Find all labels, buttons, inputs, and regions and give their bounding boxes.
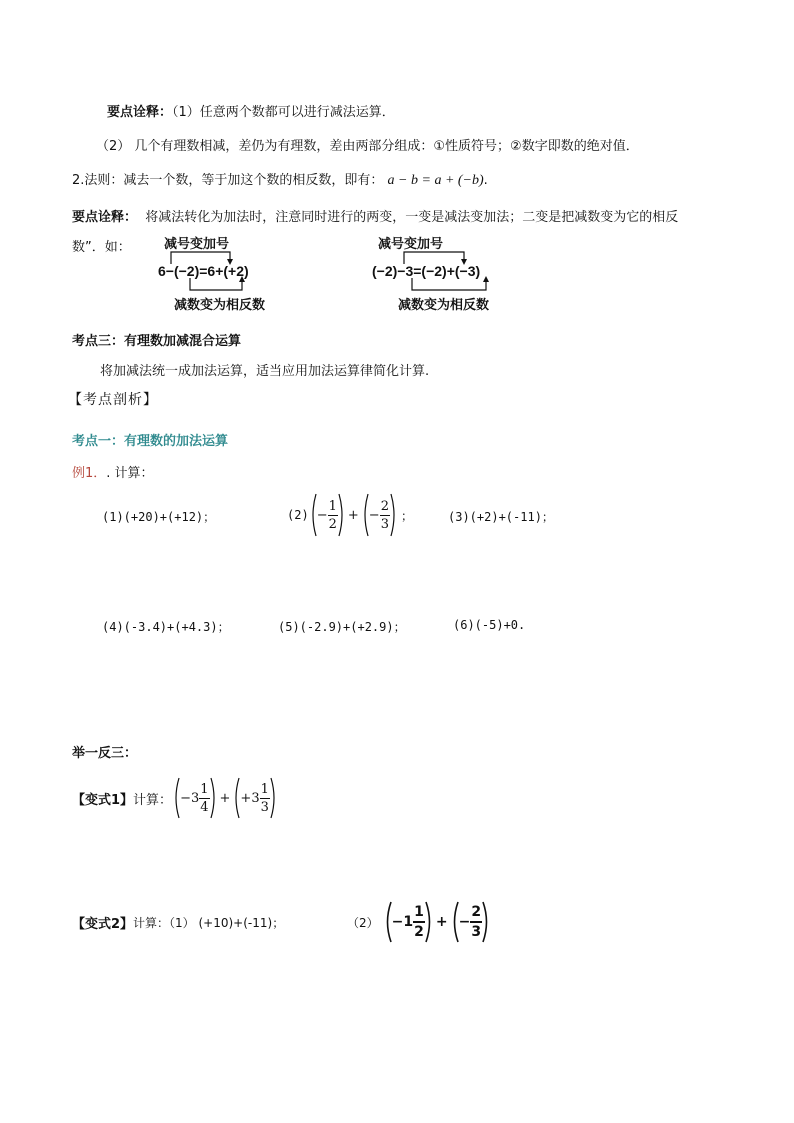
kp3-text: 将加减法统一成加法运算，适当应用加法运算律简化计算.: [100, 364, 430, 379]
variant2-plus: +: [435, 914, 448, 930]
problem-2-sign-2: −: [368, 507, 380, 523]
analysis-title: 【考点剖析】: [68, 392, 158, 408]
left-paren-icon: [309, 492, 317, 538]
diagram-subtraction-1: [158, 230, 318, 314]
points2-label: 要点诠释：: [72, 210, 138, 225]
rule-formula: a − b = a + (−b): [387, 173, 484, 188]
diagram-subtraction-2: [372, 230, 552, 314]
variant-2-part-2: [347, 900, 491, 944]
points-label: 要点诠释：: [107, 105, 173, 120]
denominator: 3: [471, 924, 482, 940]
variant1-text: 计算：: [133, 792, 173, 808]
rule-line: [72, 169, 488, 189]
points2-line-1: [72, 206, 678, 225]
points-item-2: （2） 几个有理数相减，差仍为有理数，差由两部分组成：①性质符号；②数字即数的绝对值．: [96, 139, 639, 154]
rule-text: 2.法则：减去一个数，等于加这个数的相反数，即有：: [72, 173, 384, 188]
problem-2-sign-1: −: [316, 507, 328, 523]
numerator: 2: [470, 905, 482, 923]
denominator: 4: [200, 799, 209, 815]
fraction: [328, 500, 338, 531]
points2-line-2: 数”．如：: [72, 240, 131, 255]
numerator: 1: [200, 781, 209, 797]
diagram1-top-label: 减号变加号: [164, 236, 230, 251]
fraction: [260, 783, 270, 814]
right-paren-icon: [210, 776, 218, 820]
denominator: 3: [380, 516, 389, 532]
variant2-label: 【变式2】: [72, 916, 134, 932]
numerator: 2: [380, 498, 389, 514]
left-paren-icon: [232, 776, 240, 820]
practice-title: 举一反三：: [72, 746, 138, 761]
denominator: 2: [328, 516, 337, 532]
problem-2-plus: +: [347, 507, 359, 523]
rule-period: .: [483, 173, 488, 188]
variant1-m2-whole: +3: [240, 790, 260, 806]
variant2-m2-sign: −: [458, 914, 471, 930]
diagram2-bottom-label: 减数变为相反数: [398, 297, 490, 312]
fraction: [413, 905, 425, 939]
left-paren-icon: [172, 776, 180, 820]
variant1-m1-whole: −3: [180, 790, 200, 806]
points-line-1: [107, 101, 395, 120]
variant1-plus: +: [219, 790, 231, 806]
problem-2-prefix: (2): [287, 508, 309, 522]
problem-6: (6)(-5)+0.: [453, 618, 526, 632]
problem-3: (3)(+2)+(-11)；: [448, 510, 554, 524]
kp3-title: 考点三：有理数加减混合运算: [72, 334, 242, 349]
left-paren-icon: [361, 492, 369, 538]
fraction: [199, 783, 209, 814]
diagram1-expression: 6−(−2)=6+(+2): [158, 263, 249, 279]
right-paren-icon: [270, 776, 278, 820]
variant-1: [72, 776, 278, 820]
fraction: [470, 905, 482, 939]
diagram2-expression: (−2)−3=(−2)+(−3): [372, 263, 481, 279]
example-line: [72, 462, 154, 481]
problem-2-suffix: ；: [400, 508, 413, 523]
problem-2: [287, 492, 413, 538]
right-paren-icon: [390, 492, 398, 538]
numerator: 1: [328, 498, 337, 514]
variant2-m1-whole: −1: [391, 914, 414, 930]
left-paren-icon: [450, 900, 459, 944]
variant1-label: 【变式1】: [72, 792, 134, 808]
numerator: 1: [413, 905, 425, 923]
kp1-title: 考点一：有理数的加法运算: [72, 434, 229, 449]
variant-2: [72, 900, 284, 944]
points-item-1: （1）任意两个数都可以进行减法运算．: [172, 105, 395, 120]
numerator: 1: [260, 781, 269, 797]
fraction: [380, 500, 390, 531]
right-paren-icon: [482, 900, 491, 944]
example-text: . 计算：: [106, 466, 154, 481]
problem-1: (1)(+20)+(+12)；: [102, 510, 216, 524]
right-paren-icon: [425, 900, 434, 944]
points2-text: 将减法转化为加法时，注意同时进行的两变，一变是减法变加法；二变是把减数变为它的相反: [145, 210, 679, 225]
denominator: 2: [414, 924, 424, 940]
variant2-text: 计算：（1） (+10)+(-11)；: [133, 915, 285, 930]
diagram2-top-label: 减号变加号: [378, 236, 444, 251]
problem-4: (4)(-3.4)+(+4.3)；: [102, 620, 230, 634]
diagram1-bottom-label: 减数变为相反数: [174, 297, 266, 312]
right-paren-icon: [338, 492, 346, 538]
example-label: 例1．: [72, 466, 107, 481]
denominator: 3: [260, 799, 269, 815]
variant2-part2-label: （2）: [347, 915, 379, 930]
problem-5: (5)(-2.9)+(+2.9)；: [278, 620, 406, 634]
left-paren-icon: [383, 900, 392, 944]
